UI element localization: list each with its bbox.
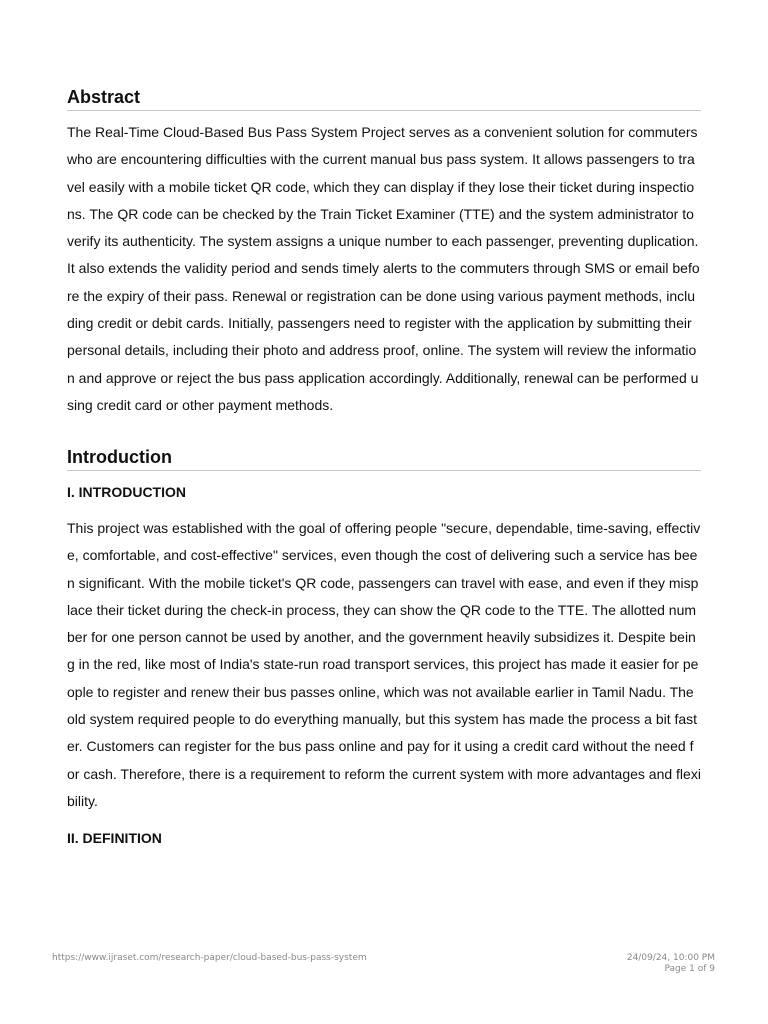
- footer-page-number: Page 1 of 9: [664, 964, 715, 974]
- definition-subheading: II. DEFINITION: [67, 830, 162, 846]
- abstract-paragraph: The Real-Time Cloud-Based Bus Pass System Project serves as a convenient solution for commuters who are encountering difficulties with the current manual bus pass system. It allows passengers to travel easily with a mobile ticket QR code, which they can display if they lose their ticket during inspections. The QR code can be checked by the Train Ticket Examiner (TTE) and the system administrator to verify its authenticity. The system assigns a unique number to each passenger, preventing duplication. It also extends the validity period and sends timely alerts to the commuters through SMS or email before the expiry of their pass. Renewal or registration can be done using various payment methods, including credit or debit cards. Initially, passengers need to register with the application by submitting their personal details, including their photo and address proof, online. The system will review the information and approve or reject the bus pass application accordingly. Additionally, renewal can be performed using credit card or other payment methods.: [67, 124, 700, 413]
- footer-url: https://www.ijraset.com/research-paper/cloud-based-bus-pass-system: [52, 953, 367, 963]
- introduction-paragraph: This project was established with the goal of offering people "secure, dependable, time-saving, effective, comfortable, and cost-effective" services, even though the cost of delivering such a service has been significant. With the mobile ticket's QR code, passengers can travel with ease, and even if they misplace their ticket during the check-in process, they can show the QR code to the TTE. The allotted number for one person cannot be used by another, and the government heavily subsidizes it. Despite being in the red, like most of India's state-run road transport services, this project has made it easier for people to register and renew their bus passes online, which was not available earlier in Tamil Nadu. The old system required people to do everything manually, but this system has made the process a bit faster. Customers can register for the bus pass online and pay for it using a credit card without the need for cash. Therefore, there is a requirement to reform the current system with more advantages and flexibility.: [67, 520, 701, 809]
- introduction-heading: Introduction: [67, 446, 701, 471]
- footer-datetime: 24/09/24, 10:00 PM: [626, 953, 715, 963]
- introduction-subheading: I. INTRODUCTION: [67, 484, 186, 500]
- abstract-heading: Abstract: [67, 86, 701, 111]
- footer-info: [627, 953, 715, 975]
